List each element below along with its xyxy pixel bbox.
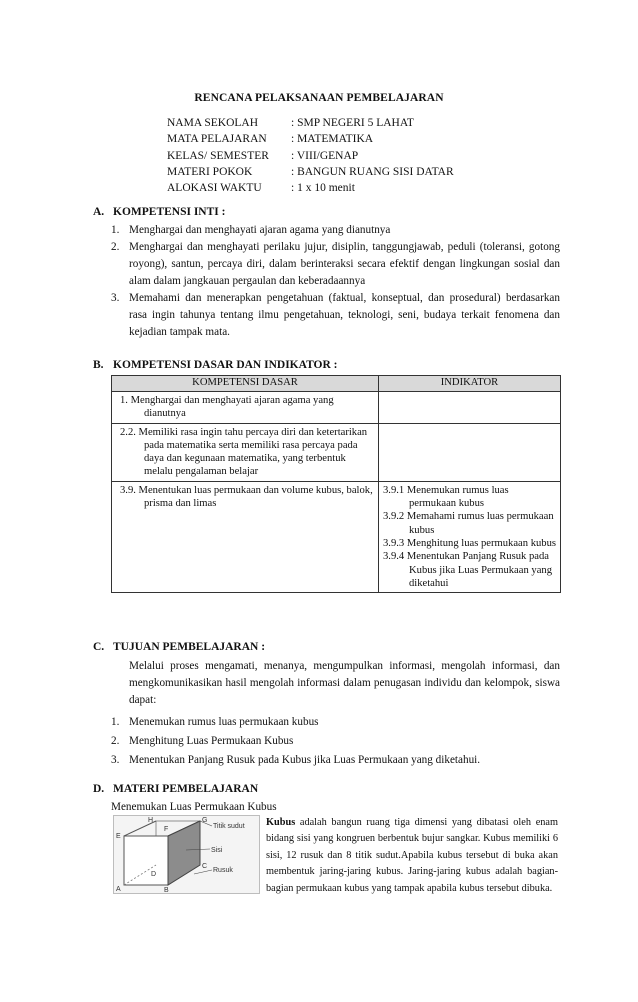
- meta-row-topic: [167, 164, 454, 180]
- section-letter: A.: [93, 206, 105, 218]
- list-item: [111, 733, 560, 750]
- list-item: [111, 239, 560, 290]
- list-number: 1.: [111, 716, 120, 728]
- kd-text: 3.9. Menentukan luas permukaan dan volume kubus, balok, prisma dan limas: [120, 484, 373, 510]
- list-number: 2.: [111, 735, 120, 747]
- kubus-definition: adalah bangun ruang tiga dimensi yang dibatasi oleh enam bidang sisi yang kongruen berbentuk bujur sangkar. Kubus memiliki 6 sisi, 12 rusuk dan 8 titik sudut.Apabila kubus tersebut di buka akan membentuk jaring-jaring kubus. Jaring-jaring kubus adalah bagian-bagian permukaan kubus yang tampak apabila kubus tersebut dibuka.: [266, 817, 558, 894]
- list-text: Memahami dan menerapkan pengetahuan (faktual, konseptual, dan prosedural) berdasarkan rasa ingin tahunya tentang ilmu pengetahuan, teknologi, seni, budaya terkait fenomena dan kejadian tampak mata.: [129, 292, 560, 338]
- meta-row-school: [167, 115, 454, 131]
- label-rusuk: Rusuk: [213, 867, 233, 874]
- meta-block: [167, 115, 454, 196]
- vertex-label-c: C: [202, 863, 208, 870]
- kubus-description: [266, 815, 558, 897]
- list-number: 2.: [111, 241, 120, 253]
- meta-label: NAMA SEKOLAH: [167, 117, 259, 129]
- kd-cell: [112, 423, 379, 481]
- section-b-heading: [93, 359, 338, 371]
- meta-label: ALOKASI WAKTU: [167, 182, 262, 195]
- list-text: Menghitung Luas Permukaan Kubus: [129, 735, 294, 747]
- table-header-row: [112, 376, 561, 392]
- section-title: TUJUAN PEMBELAJARAN :: [113, 641, 266, 653]
- indicator-item: 3.9.4 Menentukan Panjang Rusuk pada Kubus jika Luas Permukaan yang diketahui: [383, 551, 552, 589]
- table-header-kd: KOMPETENSI DASAR: [112, 376, 379, 392]
- kubus-term: Kubus: [266, 817, 296, 828]
- table-row: [112, 392, 561, 424]
- section-title: KOMPETENSI DASAR DAN INDIKATOR :: [113, 359, 338, 371]
- table-row: [112, 423, 561, 481]
- list-number: 1.: [111, 224, 120, 236]
- kd-text: 1. Menghargai dan menghayati ajaran agama yang dianutnya: [120, 395, 334, 420]
- section-d-subheading: Menemukan Luas Permukaan Kubus: [111, 801, 277, 813]
- cube-shaded-face: [168, 821, 200, 885]
- label-sisi: Sisi: [211, 847, 223, 854]
- table-header-indicator: INDIKATOR: [379, 376, 561, 392]
- competency-table: [111, 375, 561, 593]
- document-title: RENCANA PELAKSANAAN PEMBELAJARAN: [194, 92, 444, 104]
- indicator-cell: [379, 423, 561, 481]
- kd-cell: [112, 392, 379, 424]
- section-d-heading: [93, 783, 258, 795]
- list-text: Menemukan rumus luas permukaan kubus: [129, 716, 319, 728]
- vertex-label-h: H: [148, 817, 154, 824]
- vertex-label-g: G: [202, 817, 208, 824]
- meta-value: : MATEMATIKA: [291, 133, 374, 146]
- cube-front-face: [124, 836, 168, 885]
- label-titik-sudut: Titik sudut: [213, 823, 245, 830]
- indicator-item: 3.9.3 Menghitung luas permukaan kubus: [383, 537, 557, 549]
- list-item: [111, 222, 560, 239]
- pointer-line: [194, 870, 212, 874]
- list-text: Menghargai dan menghayati perilaku jujur, disiplin, tanggungjawab, peduli (toleransi, gotong royong), santun, percaya diri, dalam berinteraksi secara efektif dengan lingkungan sosial dan alam dalam jangkauan pergaulan dan keberadaannya: [129, 241, 560, 287]
- vertex-label-d: D: [151, 871, 157, 878]
- table-row: [112, 481, 561, 592]
- meta-row-subject: [167, 131, 454, 147]
- kd-cell: [112, 481, 379, 592]
- meta-value: : SMP NEGERI 5 LAHAT: [291, 117, 414, 129]
- indicator-item: 3.9.2 Memahami rumus luas permukaan kubus: [383, 511, 554, 536]
- vertex-label-b: B: [164, 887, 169, 893]
- section-letter: D.: [93, 783, 105, 795]
- section-a-list: [111, 222, 560, 341]
- list-item: [111, 714, 560, 731]
- section-c-heading: [93, 641, 265, 653]
- section-a-heading: [93, 206, 225, 218]
- cube-figure: [113, 815, 260, 894]
- cube-diagram: [114, 816, 259, 893]
- indicator-cell: [379, 481, 561, 592]
- section-c-intro: Melalui proses mengamati, menanya, mengumpulkan informasi, mengolah informasi, dan mengkomunikasikan hasil mengolah informasi dalam penugasan individu dan kelompok, siswa dapat:: [129, 660, 560, 706]
- meta-row-class: [167, 148, 454, 164]
- list-text: Menentukan Panjang Rusuk pada Kubus jika Luas Permukaan yang diketahui.: [129, 754, 481, 766]
- list-number: 3.: [111, 292, 120, 304]
- list-number: 3.: [111, 754, 120, 766]
- section-letter: B.: [93, 359, 104, 371]
- list-item: [111, 290, 560, 341]
- vertex-label-f: F: [164, 826, 169, 833]
- meta-value: : BANGUN RUANG SISI DATAR: [291, 165, 454, 178]
- meta-label: MATA PELAJARAN: [167, 133, 267, 146]
- meta-row-time: [167, 180, 454, 196]
- meta-label: MATERI POKOK: [167, 165, 253, 178]
- meta-value: : VIII/GENAP: [291, 149, 359, 162]
- meta-value: : 1 x 10 menit: [291, 182, 355, 195]
- list-text: Menghargai dan menghayati ajaran agama yang dianutnya: [129, 224, 391, 236]
- section-letter: C.: [93, 641, 105, 653]
- vertex-label-a: A: [116, 886, 121, 893]
- section-c-list: [111, 714, 560, 769]
- indicator-cell: [379, 392, 561, 424]
- section-title: KOMPETENSI INTI :: [113, 206, 226, 218]
- section-title: MATERI PEMBELAJARAN: [113, 783, 259, 795]
- list-item: [111, 752, 560, 769]
- indicator-item: 3.9.1 Menemukan rumus luas permukaan kubus: [383, 484, 509, 510]
- meta-label: KELAS/ SEMESTER: [167, 149, 269, 162]
- kd-text: 2.2. Memiliki rasa ingin tahu percaya diri dan ketertarikan pada matematika serta memiliki rasa percaya pada daya dan kegunaan matematika, yang terbentuk melalu pengalaman belajar: [120, 426, 368, 478]
- vertex-label-e: E: [116, 833, 121, 840]
